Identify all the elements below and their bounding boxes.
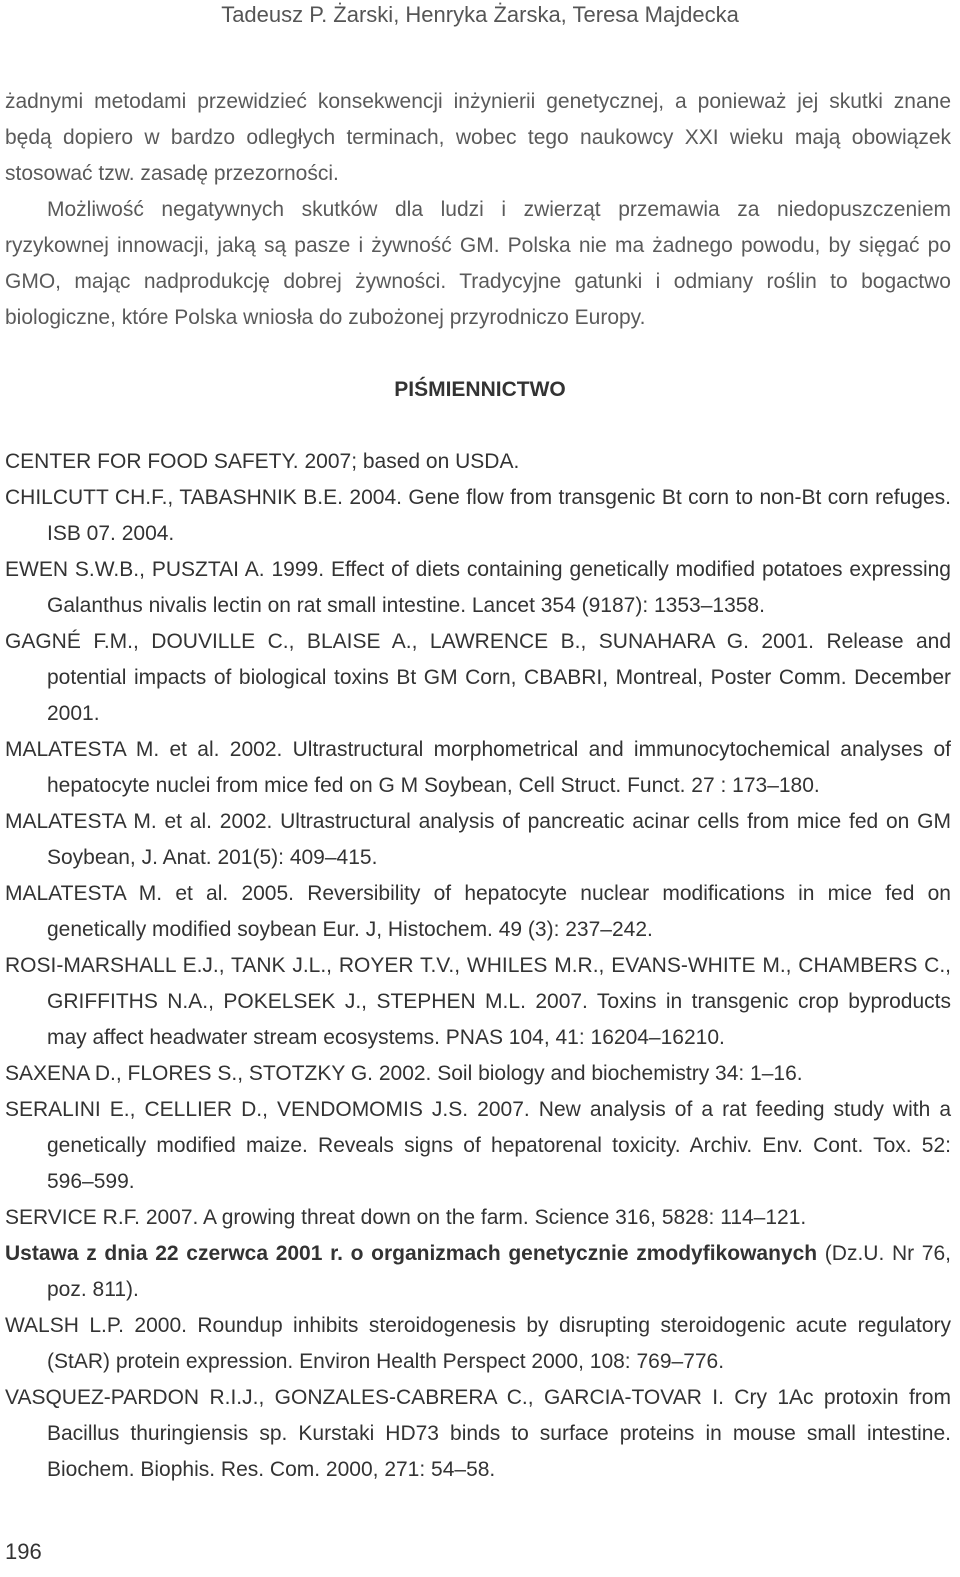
paragraph: żadnymi metodami przewidzieć konsekwencji inżynierii genetycznej, a ponieważ jej skutki znane będą dopiero w bardzo odległych terminach, wobec tego naukowcy XXI wieku mają obowiązek stosować tzw. zasadę przezorności.: [5, 90, 951, 185]
reference-authors: MALATESTA M. et al.: [5, 882, 229, 905]
reference-authors: ROSI-MARSHALL E.J., TANK J.L., ROYER T.V., WHILES M.R., EVANS-WHITE M., CHAMBERS C., GRIFFITHS N.A., POKELSEK J., STEPHEN M.L.: [5, 954, 951, 1013]
reference-details: 2004. Gene flow from transgenic Bt corn to non-Bt corn refuges. ISB 07. 2004.: [47, 486, 951, 545]
reference-item: [5, 444, 951, 480]
reference-details: (Dz.U. Nr 76, poz. 811).: [47, 1242, 951, 1301]
reference-authors: EWEN S.W.B., PUSZTAI A.: [5, 558, 265, 581]
reference-item: [5, 624, 951, 732]
reference-item: [5, 480, 951, 552]
reference-details: 2002. Ultrastructural morphometrical and immunocytochemical analyses of hepatocyte nuclei from mice fed on G M Soybean, Cell Struct. Funct. 27 : 173–180.: [47, 738, 951, 797]
reference-details: Cry 1Ac protoxin from Bacillus thuringiensis sp. Kurstaki HD73 binds to surface proteins in mouse small intestine. Biochem. Biophis. Res. Com. 2000, 271: 54–58.: [47, 1386, 951, 1481]
reference-item: [5, 1236, 951, 1308]
reference-item: [5, 732, 951, 804]
reference-item: [5, 552, 951, 624]
reference-authors: VASQUEZ-PARDON R.I.J., GONZALES-CABRERA C., GARCIA-TOVAR I.: [5, 1386, 724, 1409]
reference-item: [5, 1380, 951, 1488]
reference-details: 1999. Effect of diets containing genetically modified potatoes expressing Galanthus nivalis lectin on rat small intestine. Lancet 354 (9187): 1353–1358.: [47, 558, 951, 617]
body-text: [5, 84, 951, 336]
reference-item: [5, 948, 951, 1056]
reference-authors: MALATESTA M. et al.: [5, 738, 220, 761]
running-header: [0, 0, 960, 30]
reference-item: [5, 1056, 951, 1092]
reference-authors: MALATESTA M. et al.: [5, 810, 212, 833]
reference-authors: SERALINI E., CELLIER D., VENDOMOMIS J.S.: [5, 1098, 469, 1121]
section-title: PIŚMIENNICTWO: [394, 378, 566, 401]
page-number: 196: [5, 1539, 42, 1564]
reference-item: [5, 1308, 951, 1380]
reference-item: [5, 876, 951, 948]
reference-item: [5, 1092, 951, 1200]
reference-details: 2002. Ultrastructural analysis of pancreatic acinar cells from mice fed on GM Soybean, J. Anat. 201(5): 409–415.: [47, 810, 951, 869]
reference-authors: GAGNÉ F.M., DOUVILLE C., BLAISE A., LAWRENCE B., SUNAHARA G.: [5, 630, 749, 653]
reference-authors: CENTER FOR FOOD SAFETY.: [5, 450, 299, 473]
reference-authors: WALSH L.P.: [5, 1314, 124, 1337]
reference-details: 2007; based on USDA.: [298, 450, 520, 473]
reference-details: 2007. New analysis of a rat feeding study with a genetically modified maize. Reveals signs of hepatorenal toxicity. Archiv. Env. Cont. Tox. 52: 596–599.: [47, 1098, 951, 1193]
reference-details: 2001. Release and potential impacts of biological toxins Bt GM Corn, CBABRI, Montreal, Poster Comm. December 2001.: [47, 630, 951, 725]
header-authors: Tadeusz P. Żarski, Henryka Żarska, Teresa Majdecka: [221, 2, 739, 27]
reference-details: 2005. Reversibility of hepatocyte nuclear modifications in mice fed on genetically modified soybean Eur. J, Histochem. 49 (3): 237–242.: [47, 882, 951, 941]
reference-authors: Ustawa z dnia 22 czerwca 2001 r. o organizmach genetycznie zmodyfikowanych: [5, 1242, 818, 1265]
reference-list: [5, 444, 951, 1488]
reference-authors: CHILCUTT CH.F., TABASHNIK B.E.: [5, 486, 343, 509]
reference-authors: SAXENA D., FLORES S., STOTZKY G.: [5, 1062, 373, 1085]
reference-authors: SERVICE R.F.: [5, 1206, 140, 1229]
reference-details: 2007. Toxins in transgenic crop byproducts may affect headwater stream ecosystems. PNAS 104, 41: 16204–16210.: [47, 990, 951, 1049]
reference-item: [5, 1200, 951, 1236]
reference-details: 2007. A growing threat down on the farm. Science 316, 5828: 114–121.: [139, 1206, 807, 1229]
reference-item: [5, 804, 951, 876]
reference-details: 2000. Roundup inhibits steroidogenesis by disrupting steroidogenic acute regulatory (StAR) protein expression. Environ Health Perspect 2000, 108: 769–776.: [47, 1314, 951, 1373]
paragraph: Możliwość negatywnych skutków dla ludzi i zwierząt przemawia za niedopuszczeniem ryzykownej innowacji, jaką są pasze i żywność GM. Polska nie ma żadnego powodu, by sięgać po GMO, mając nadprodukcję dobrej żywności. Tradycyjne gatunki i odmiany roślin to bogactwo biologiczne, które Polska wniosła do zubożonej przyrodniczo Europy.: [5, 198, 951, 329]
reference-details: 2002. Soil biology and biochemistry 34: 1–16.: [373, 1062, 803, 1085]
